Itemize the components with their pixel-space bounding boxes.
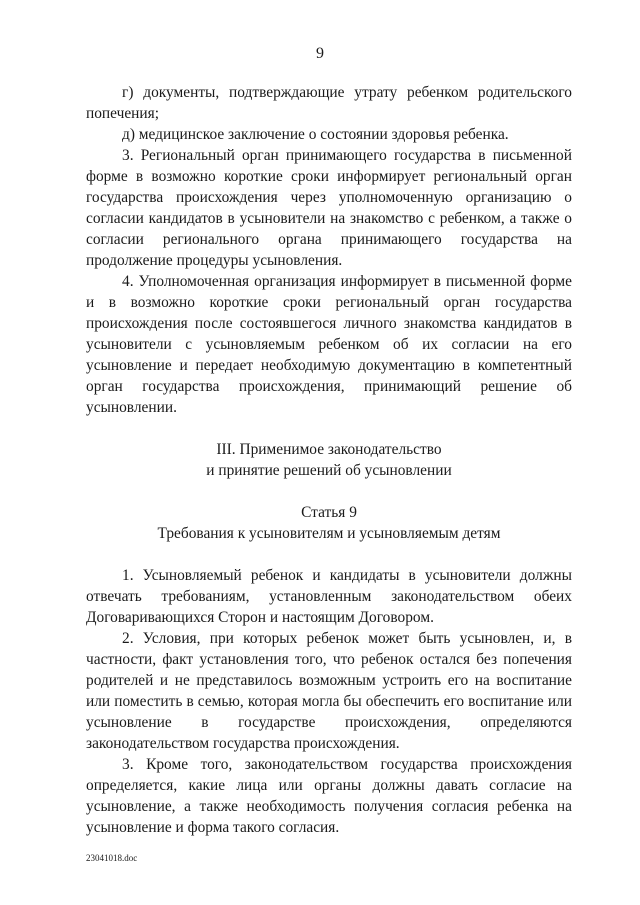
page-number: 9 <box>316 45 324 62</box>
article-paragraph-3: 3. Кроме того, законодательством государства происхождения определяется, какие лица или органы должны давать согласие на усыновление, а также необходимость получения согласия ребенка на усыновление и форма такого согласия. <box>86 756 572 836</box>
article-title: Требования к усыновителям и усыновляемым детям <box>157 525 501 542</box>
document-body <box>86 82 572 838</box>
article-paragraph-1: 1. Усыновляемый ребенок и кандидаты в усыновители должны отвечать требованиям, установленным законодательством обеих Договаривающихся Сторон и настоящим Договором. <box>86 567 572 626</box>
paragraph-clause-4: 4. Уполномоченная организация информирует в письменной форме и в возможно короткие сроки региональный орган государства происхождения после состоявшегося личного знакомства кандидатов в усыновители с усыновляемым ребенком об их согласии на его усыновление и передает необходимую документацию в компетентный орган государства происхождения, принимающий решение об усыновлении. <box>86 273 572 416</box>
paragraph-item-d: д) медицинское заключение о состоянии здоровья ребенка. <box>122 126 509 143</box>
footer-filename: 23041018.doc <box>86 853 138 863</box>
article-paragraph-2: 2. Условия, при которых ребенок может быть усыновлен, и, в частности, факт установления того, что ребенок остался без попечения родителей и не представилось возможным устроить его на воспитание или поместить в семью, которая могла бы обеспечить его воспитание или усыновление в государстве происхождения, определяются законодательством государства происхождения. <box>86 630 572 752</box>
article-number: Статья 9 <box>301 504 357 521</box>
section-heading <box>86 439 572 481</box>
article-heading <box>86 502 572 544</box>
section-heading-line-1: III. Применимое законодательство <box>216 441 442 458</box>
spacer <box>86 544 572 565</box>
paragraph-item-g: г) документы, подтверждающие утрату ребенком родительского попечения; <box>86 84 572 122</box>
section-heading-line-2: и принятие решений об усыновлении <box>206 462 452 479</box>
paragraph-clause-3: 3. Региональный орган принимающего государства в письменной форме в возможно короткие сроки информирует региональный орган государства происхождения через уполномоченную организацию о согласии кандидатов в усыновители на знакомство с ребенком, а также о согласии регионального органа принимающего государства на продолжение процедуры усыновления. <box>86 147 572 269</box>
